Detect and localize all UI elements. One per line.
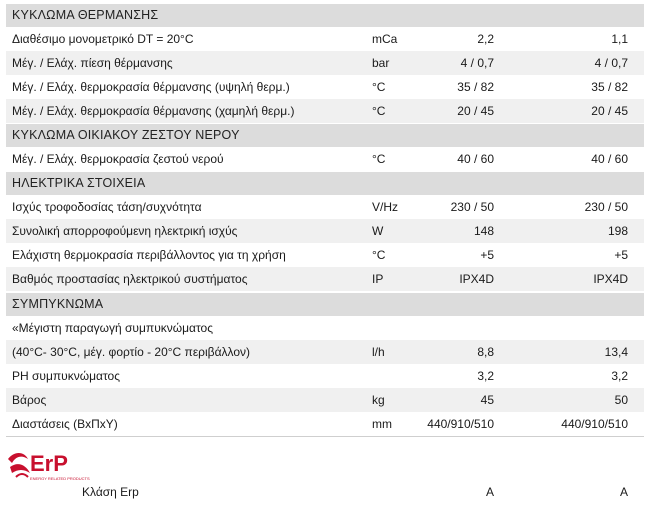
table-row — [6, 219, 644, 243]
row-label: Ελάχιστη θερμοκρασία περιβάλλοντος για τη χρήση — [12, 248, 286, 262]
row-value-model-1: 35 / 82 — [457, 80, 494, 94]
section-heading-condensate: ΣΥΜΠΥΚΝΩΜΑ — [6, 293, 644, 316]
row-unit: °C — [372, 104, 386, 118]
row-label: Βαθμός προστασίας ηλεκτρικού συστήματος — [12, 272, 248, 286]
row-unit: l/h — [372, 345, 385, 359]
row-value-model-2: 230 / 50 — [584, 200, 628, 214]
row-value-model-1: 230 / 50 — [450, 200, 494, 214]
row-value-model-2: 20 / 45 — [591, 104, 628, 118]
row-unit: mm — [372, 417, 392, 431]
erp-class-row — [6, 480, 644, 504]
erp-class-label: Κλάση Erp — [82, 485, 139, 499]
row-unit: kg — [372, 393, 385, 407]
table-row — [6, 316, 644, 340]
row-value-model-1: +5 — [480, 248, 494, 262]
row-value-model-1: 3,2 — [477, 369, 494, 383]
table-row — [6, 364, 644, 388]
row-value-model-1: 45 — [480, 393, 494, 407]
row-unit: bar — [372, 56, 390, 70]
row-label: Διαθέσιμο μονομετρικό DT = 20°C — [12, 32, 194, 46]
table-row — [6, 99, 644, 123]
row-value-model-1: 20 / 45 — [457, 104, 494, 118]
row-value-model-1: 8,8 — [477, 345, 494, 359]
svg-text:ENERGY RELATED PRODUCTS: ENERGY RELATED PRODUCTS — [30, 476, 90, 481]
row-unit: mCa — [372, 32, 398, 46]
erp-class-value-model-1: A — [485, 485, 494, 499]
table-row — [6, 243, 644, 267]
table-row — [6, 388, 644, 412]
section-heading-electrical: ΗΛΕΚΤΡΙΚΑ ΣΤΟΙΧΕΙΑ — [6, 172, 644, 195]
row-value-model-1: 2,2 — [477, 32, 494, 46]
table-row — [6, 195, 644, 219]
row-value-model-1: 148 — [473, 224, 494, 238]
row-value-model-2: 40 / 60 — [591, 152, 628, 166]
row-label: Μέγ. / Ελάχ. θερμοκρασία ζεστού νερού — [12, 152, 224, 166]
svg-text:ErP: ErP — [30, 451, 68, 476]
table-row — [6, 51, 644, 75]
row-value-model-1: IPX4D — [459, 272, 494, 286]
row-value-model-2: 4 / 0,7 — [594, 56, 628, 70]
row-value-model-2: IPX4D — [593, 272, 628, 286]
row-label: Μέγ. / Ελάχ. θερμοκρασία θέρμανσης (υψηλή θερμ.) — [12, 80, 290, 94]
row-unit: W — [372, 224, 384, 238]
row-label: (40°C- 30°C, μέγ. φορτίο - 20°C περιβάλλον) — [12, 345, 251, 359]
row-unit: IP — [372, 272, 384, 286]
row-label: Ισχύς τροφοδοσίας τάση/συχνότητα — [12, 200, 202, 214]
row-unit: V/Hz — [372, 200, 399, 214]
table-row — [6, 340, 644, 364]
row-value-model-2: 35 / 82 — [591, 80, 628, 94]
row-label: Βάρος — [12, 393, 47, 407]
erp-class-value-model-2: A — [619, 485, 628, 499]
row-label: Μέγ. / Ελάχ. πίεση θέρμανσης — [12, 56, 173, 70]
row-label: Μέγ. / Ελάχ. θερμοκρασία θέρμανσης (χαμηλή θερμ.) — [12, 104, 295, 118]
row-unit: °C — [372, 152, 386, 166]
table-row — [6, 267, 644, 291]
section-heading-hot-water: ΚΥΚΛΩΜΑ ΟΙΚΙΑΚΟΥ ΖΕΣΤΟΥ ΝΕΡΟΥ — [6, 124, 644, 147]
row-label: Συνολική απορροφούμενη ηλεκτρική ισχύς — [12, 224, 238, 238]
row-value-model-2: +5 — [614, 248, 628, 262]
row-value-model-1: 440/910/510 — [427, 417, 494, 431]
table-row — [6, 27, 644, 51]
row-value-model-2: 440/910/510 — [561, 417, 628, 431]
row-unit: °C — [372, 248, 386, 262]
table-row — [6, 75, 644, 99]
row-value-model-1: 40 / 60 — [457, 152, 494, 166]
table-row — [6, 147, 644, 171]
table-row — [6, 412, 644, 437]
row-label: PH συμπυκνώματος — [12, 369, 120, 383]
section-heading-heating: ΚΥΚΛΩΜΑ ΘΕΡΜΑΝΣΗΣ — [6, 4, 644, 27]
row-value-model-2: 3,2 — [611, 369, 628, 383]
row-value-model-2: 50 — [614, 393, 628, 407]
row-unit: °C — [372, 80, 386, 94]
row-value-model-2: 13,4 — [604, 345, 628, 359]
row-value-model-1: 4 / 0,7 — [460, 56, 494, 70]
row-value-model-2: 198 — [607, 224, 628, 238]
row-value-model-2: 1,1 — [611, 32, 628, 46]
row-label: Διαστάσεις (ΒxΠxΥ) — [12, 417, 118, 431]
row-label: «Μέγιστη παραγωγή συμπυκνώματος — [12, 321, 213, 335]
